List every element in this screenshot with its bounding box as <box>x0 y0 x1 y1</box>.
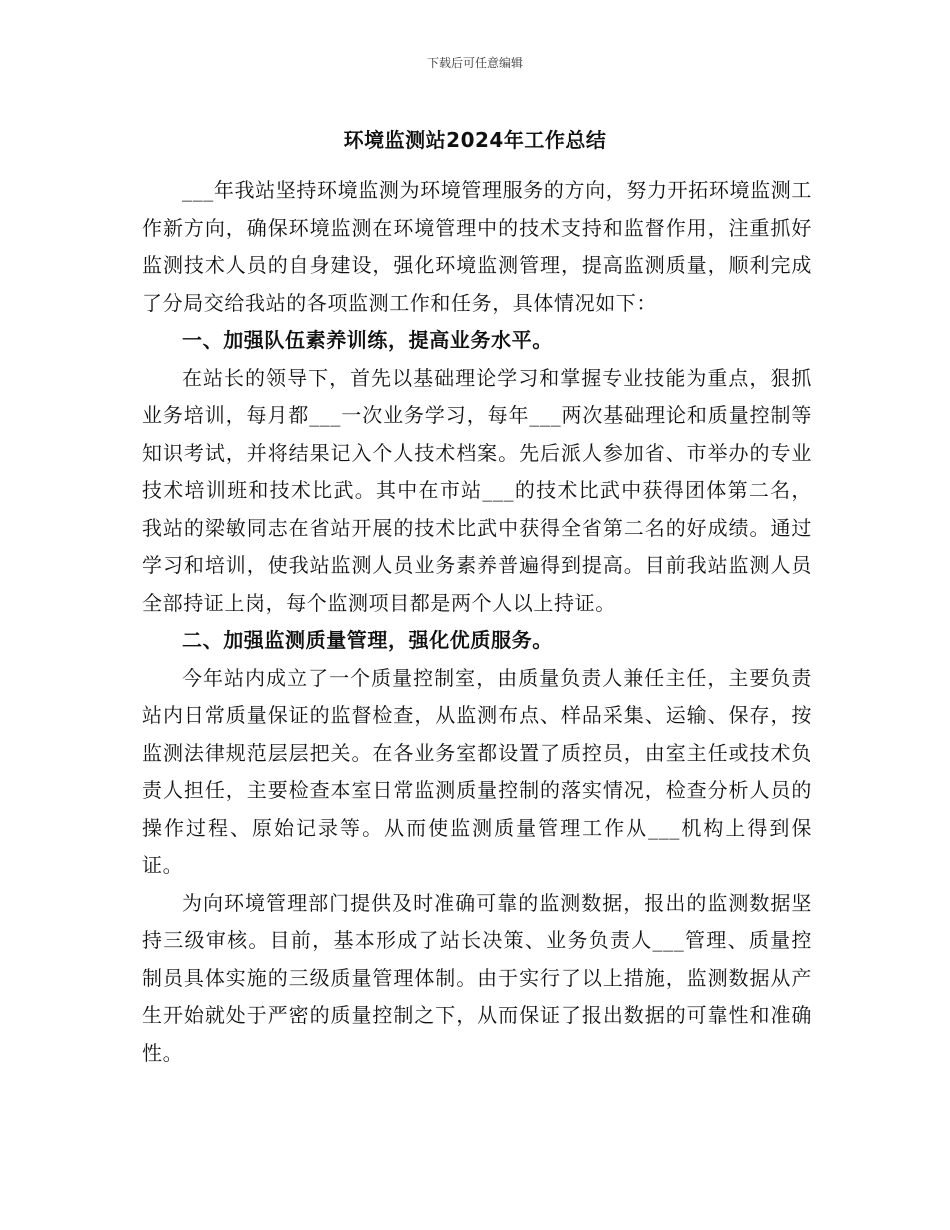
paragraph-training: 在站长的领导下，首先以基础理论学习和掌握专业技能为重点，狠抓业务培训，每月都___一次业务学习，每年___两次基础理论和质量控制等知识考试，并将结果记入个人技术档案。先后派人参加省、市举办的专业技术培训班和技术比武。其中在市站___的技术比武中获得团体第二名，我站的梁敏同志在省站开展的技术比武中获得全省第二名的好成绩。通过学习和培训，使我站监测人员业务素养普遍得到提高。目前我站监测人员全部持证上岗，每个监测项目都是两个人以上持证。 <box>142 365 812 615</box>
paragraph-intro: ___年我站坚持环境监测为环境管理服务的方向，努力开拓环境监测工作新方向，确保环境监测在环境管理中的技术支持和监督作用，注重抓好监测技术人员的自身建设，强化环境监测管理，提高监测质量，顺利完成了分局交给我站的各项监测工作和任务，具体情况如下： <box>142 178 812 315</box>
paragraph-quality-control: 今年站内成立了一个质量控制室，由质量负责人兼任主任，主要负责站内日常质量保证的监督检查，从监测布点、样品采集、运输、保存，按监测法律规范层层把关。在各业务室都设置了质控员，由室主任或技术负责人担任，主要检查本室日常监测质量控制的落实情况，检查分析人员的操作过程、原始记录等。从而使监测质量管理工作从___机构上得到保证。 <box>142 665 812 877</box>
section-heading-2: 二、加强监测质量管理，强化优质服务。 <box>182 628 553 652</box>
paragraph-data-review: 为向环境管理部门提供及时准确可靠的监测数据，报出的监测数据坚持三级审核。目前，基本形成了站长决策、业务负责人___管理、质量控制员具体实施的三级质量管理体制。由于实行了以上措施，监测数据从产生开始就处于严密的质量控制之下，从而保证了报出数据的可靠性和准确性。 <box>142 890 812 1065</box>
document-title: 环境监测站2024年工作总结 <box>343 128 607 152</box>
header-note: 下载后可任意编辑 <box>426 56 523 70</box>
section-heading-1: 一、加强队伍素养训练，提高业务水平。 <box>182 328 553 352</box>
document-body <box>142 172 812 1072</box>
